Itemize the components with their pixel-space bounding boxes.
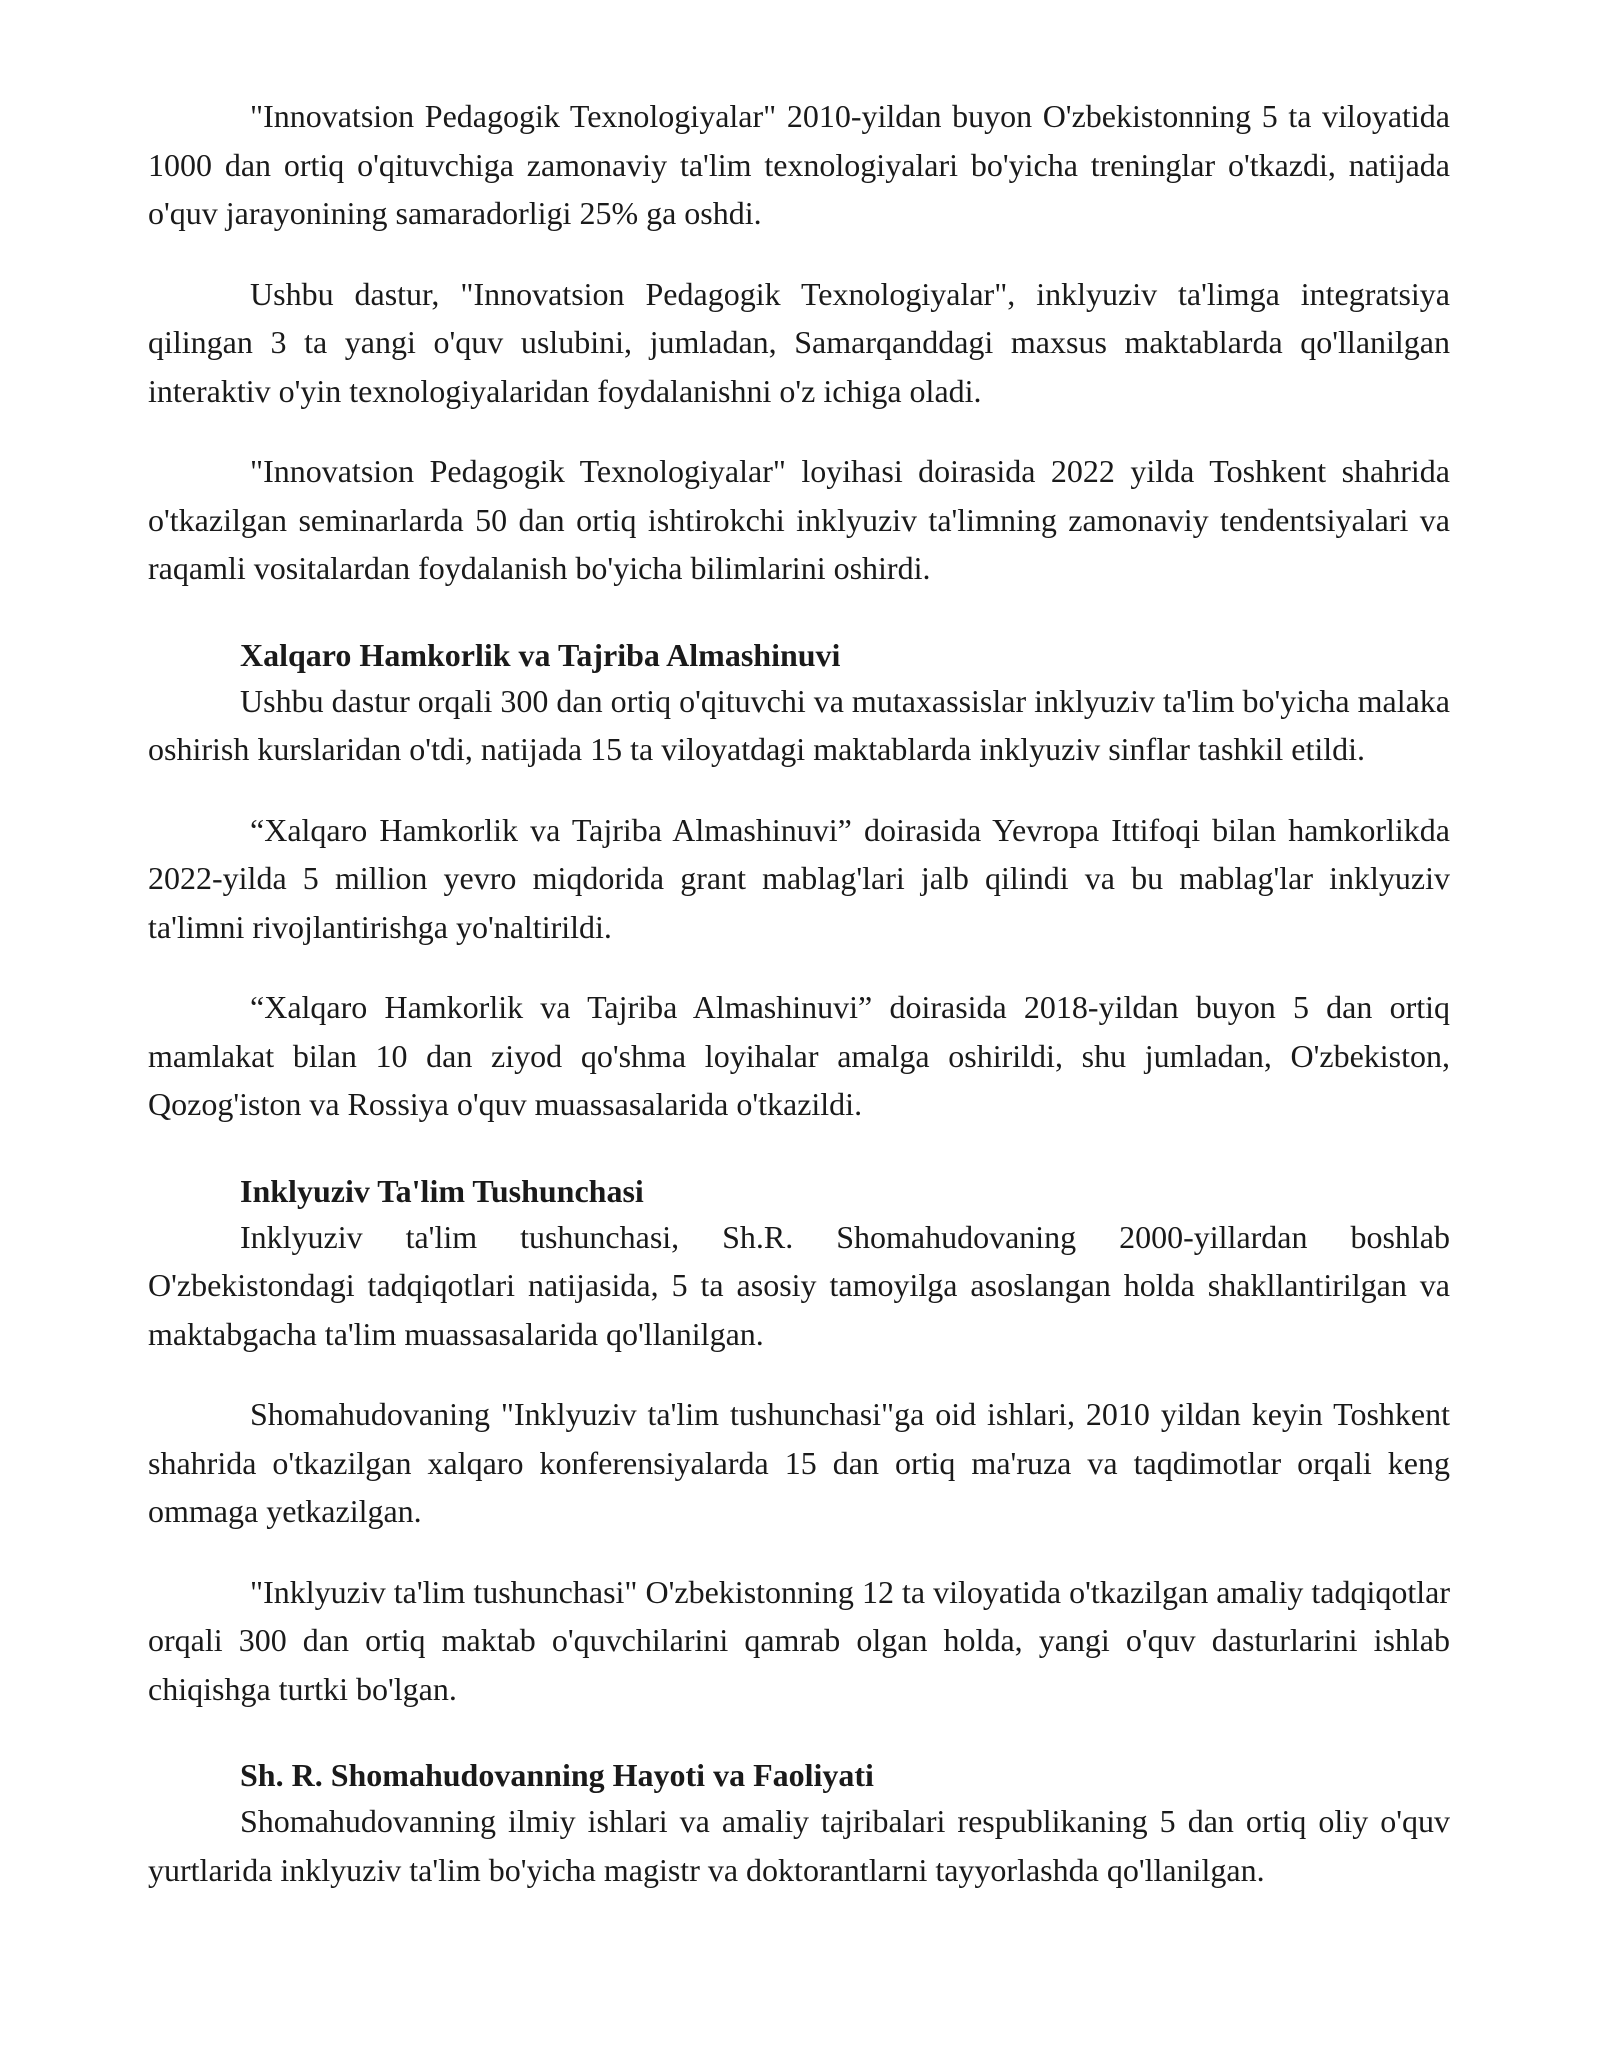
- paragraph: "Inklyuziv ta'lim tushunchasi" O'zbekistonning 12 ta viloyatida o'tkazilgan amaliy tadqiqotlar orqali 300 dan ortiq maktab o'quvchilarini qamrab olgan holda, yangi o'quv dasturlarini ishlab chiqishga turtki bo'lgan.: [148, 1573, 1450, 1707]
- section-heading: Sh. R. Shomahudovanning Hayoti va Faoliyati: [240, 1757, 874, 1793]
- paragraph: "Innovatsion Pedagogik Texnologiyalar" loyihasi doirasida 2022 yilda Toshkent shahrida o'tkazilgan seminarlarda 50 dan ortiq ishtirokchi inklyuziv ta'limning zamonaviy tendentsiyalari va raqamli vositalardan foydalanish bo'yicha bilimlarini oshirdi.: [148, 453, 1450, 586]
- section-heading: Inklyuziv Ta'lim Tushunchasi: [240, 1172, 644, 1209]
- paragraph: Inklyuziv ta'lim tushunchasi, Sh.R. Shomahudovaning 2000-yillardan boshlab O'zbekistondagi tadqiqotlari natijasida, 5 ta asosiy tamoyilga asoslangan holda shakllantirilgan va maktabgacha ta'lim muassasalarida qo'llanilgan.: [148, 1218, 1450, 1352]
- paragraph: Shomahudovaning "Inklyuziv ta'lim tushunchasi"ga oid ishlari, 2010 yildan keyin Toshkent shahrida o'tkazilgan xalqaro konferensiyalarda 15 dan ortiq ma'ruza va taqdimotlar orqali keng ommaga yetkazilgan.: [148, 1396, 1450, 1529]
- section-heading: Xalqaro Hamkorlik va Tajriba Almashinuvi: [240, 636, 841, 673]
- paragraph: Ushbu dastur orqali 300 dan ortiq o'qituvchi va mutaxassislar inklyuziv ta'lim bo'yicha malaka oshirish kurslaridan o'tdi, natijada 15 ta viloyatdagi maktablarda inklyuziv sinflar tashkil etildi.: [148, 682, 1450, 767]
- paragraph: Shomahudovanning ilmiy ishlari va amaliy tajribalari respublikaning 5 dan ortiq oliy o'quv yurtlarida inklyuziv ta'lim bo'yicha magistr va doktorantlarni tayyorlashda qo'llanilgan.: [148, 1803, 1450, 1888]
- paragraph: “Xalqaro Hamkorlik va Tajriba Almashinuvi” doirasida 2018-yildan buyon 5 dan ortiq mamlakat bilan 10 dan ziyod qo'shma loyihalar amalga oshirildi, shu jumladan, O'zbekiston, Qozog'iston va Rossiya o'quv muassasalarida o'tkazildi.: [148, 989, 1450, 1122]
- paragraph: "Innovatsion Pedagogik Texnologiyalar" 2010-yildan buyon O'zbekistonning 5 ta viloyatida 1000 dan ortiq o'qituvchiga zamonaviy ta'lim texnologiyalari bo'yicha treninglar o'tkazdi, natijada o'quv jarayonining samaradorligi 25% ga oshdi.: [148, 98, 1450, 231]
- paragraph: “Xalqaro Hamkorlik va Tajriba Almashinuvi” doirasida Yevropa Ittifoqi bilan hamkorlikda 2022-yilda 5 million yevro miqdorida grant mablag'lari jalb qilindi va bu mablag'lar inklyuziv ta'limni rivojlantirishga yo'naltirildi.: [148, 811, 1450, 945]
- paragraph: Ushbu dastur, "Innovatsion Pedagogik Texnologiyalar", inklyuziv ta'limga integratsiya qilingan 3 ta yangi o'quv uslubini, jumladan, Samarqanddagi maxsus maktablarda qo'llanilgan interaktiv o'yin texnologiyalaridan foydalanishni o'z ichiga oladi.: [148, 275, 1450, 409]
- document-page: [148, 92, 1450, 1894]
